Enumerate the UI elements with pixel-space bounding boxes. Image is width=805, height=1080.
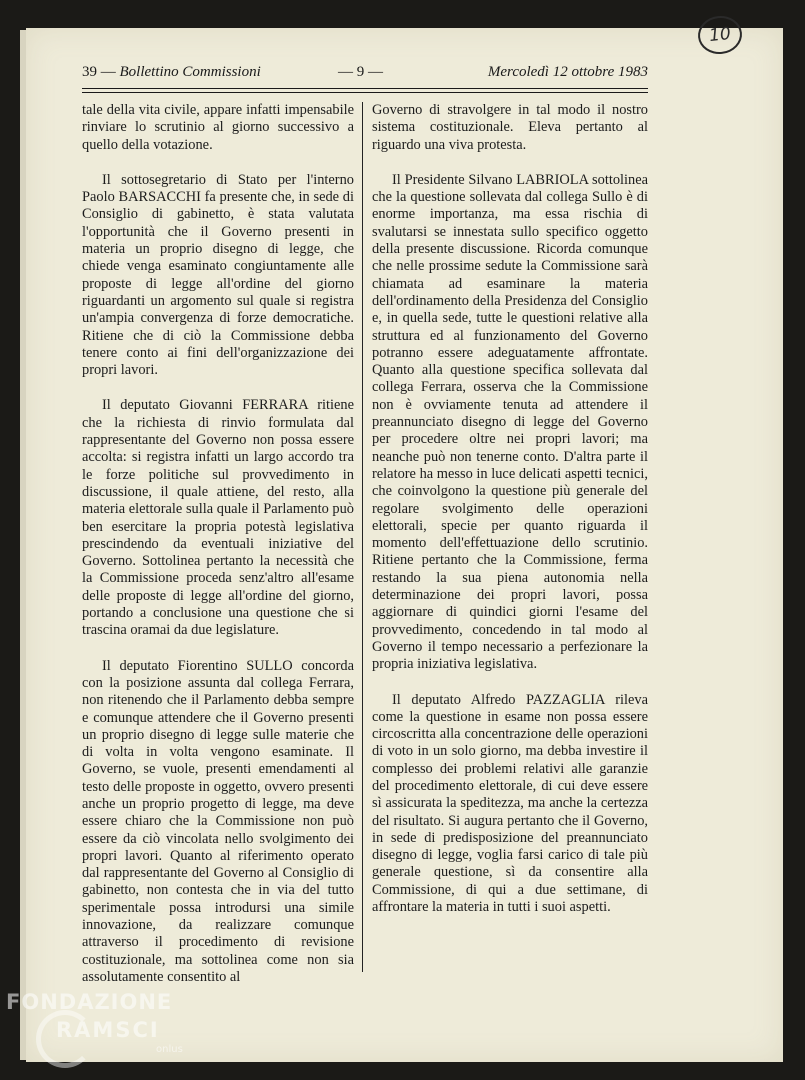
- right-column: [372, 102, 648, 934]
- paragraph: Il sottosegretario di Stato per l'interno Paolo BARSACCHI fa presente che, in sede di Consiglio di gabinetto, è stata valutata l'opportunità che il Governo presenti in materia un proprio disegno di legge, che chiede venga esaminato congiuntamente alle proposte di legge all'ordine del giorno riguardanti un argomento sul quale si registra un'ampia convergenza di forze democratiche. Ritiene che di ciò la Commissione debba tenere conto ai fini dell'organizzazione dei propri lavori.: [82, 171, 354, 379]
- watermark-line1: FONDAZIONE: [6, 990, 173, 1014]
- paragraph: Il deputato Alfredo PAZZAGLIA rileva come la questione in esame non possa essere circoscritta alla concentrazione delle operazioni di voto in un solo giorno, ma debba investire il complesso dei problemi relativi alle garanzie del procedimento elettorale, di cui deve essere sì assicurata la speditezza, ma anche la certezza del risultato. Si augura pertanto che il Governo, in sede di predisposizione del preannunciato disegno di legge, voglia farsi carico di tale più generale questione, sì da consentire alla Commissione, di qui a due settimane, di affrontare la materia in tutti i suoi aspetti.: [372, 691, 648, 916]
- header-date: Mercoledì 12 ottobre 1983: [487, 64, 648, 80]
- header-rule-top: [82, 88, 648, 89]
- watermark-line3: onlus: [156, 1044, 183, 1055]
- watermark-line2: RAMSCI: [56, 1018, 160, 1042]
- page-label: — 9 —: [338, 64, 383, 80]
- issue-number: 39: [82, 64, 97, 80]
- paragraph: tale della vita civile, appare infatti impensabile rinviare lo scrutinio al giorno successivo a quello della votazione.: [82, 102, 354, 153]
- paragraph: Il deputato Giovanni FERRARA ritiene che la richiesta di rinvio formulata dal rappresentante del Governo non possa essere accolta: si registra infatti un largo accordo tra le forze politiche sul provvedimento in discussione, il quale attiene, del resto, alla materia elettorale sulla quale il Parlamento può ben esercitare la propria potestà legislativa prescindendo da eventuali iniziative del Governo. Sottolinea pertanto la necessità che la Commissione proceda senz'altro all'esame delle proposte di legge all'ordine del giorno, portando a conclusione una questione che si trascina oramai da due legislature.: [82, 397, 354, 639]
- fondazione-gramsci-watermark: [6, 990, 206, 1070]
- paragraph: Il Presidente Silvano LABRIOLA sottolinea che la questione sollevata dal collega Sullo è di enorme importanza, ma essa rischia di svalutarsi se innestata sullo specifico oggetto della presente discussione. Ricorda comunque che nelle prossime sedute la Commissione sarà chiamata ad esaminare la materia dell'ordinamento della Presidenza del Consiglio e, in quella sede, tutte le questioni relative alla struttura ed al funzionamento del Governo potranno essere adeguatamente affrontate. Quanto alla questione specifica sollevata dal collega Ferrara, osserva che la Commissione non è ovviamente tenuta ad attendere il preannunciato disegno di legge del Governo per procedere oltre nei propri lavori; ma neanche può non tenerne conto. D'altra parte il relatore ha messo in luce delicati aspetti tecnici, che coinvolgono la questione più generale del regolare svolgimento delle operazioni elettorali, specie per quanto riguarda il momento dell'effettuazione dello scrutinio. Ritiene pertanto che la Commissione, ferma restando la sua piena autonomia nella determinazione dei propri lavori, possa aggiornare di quindici giorni l'esame del provvedimento, concedendo in tal modo al Governo il tempo necessario a perfezionare la propria iniziativa legislativa.: [372, 171, 648, 673]
- paragraph: Governo di stravolgere in tal modo il nostro sistema costituzionale. Eleva pertanto al riguardo una viva protesta.: [372, 102, 648, 153]
- column-divider: [362, 102, 363, 972]
- header-dash: —: [100, 64, 116, 80]
- running-header: [82, 64, 648, 88]
- paragraph: Il deputato Fiorentino SULLO concorda con la posizione assunta dal collega Ferrara, non ritenendo che il Parlamento debba sempre e comunque attendere che il Governo presenti un proprio disegno di legge sulle materie che di volta in volta vengono esaminate. Il Governo, se vuole, presenti emendamenti al testo delle proposte in oggetto, ovvero presenti anche un proprio progetto di legge, ma deve essere chiaro che la Commissione non può essere da ciò vincolata nello svolgimento dei propri lavori. Quanto al riferimento operato dal rappresentante del Governo al Consiglio di gabinetto, non contesta che in via del tutto sperimentale possa introdursi una simile innovazione, da realizzare comunque attraverso il procedimento di revisione costituzionale, ma sottolinea come non sia assolutamente consentito al: [82, 657, 354, 985]
- header-left: [82, 64, 261, 81]
- header-rule-bottom: [82, 92, 648, 93]
- handwritten-page-number: 10: [696, 14, 744, 56]
- left-column: [82, 102, 354, 1004]
- publication-title: Bollettino Commissioni: [119, 64, 261, 80]
